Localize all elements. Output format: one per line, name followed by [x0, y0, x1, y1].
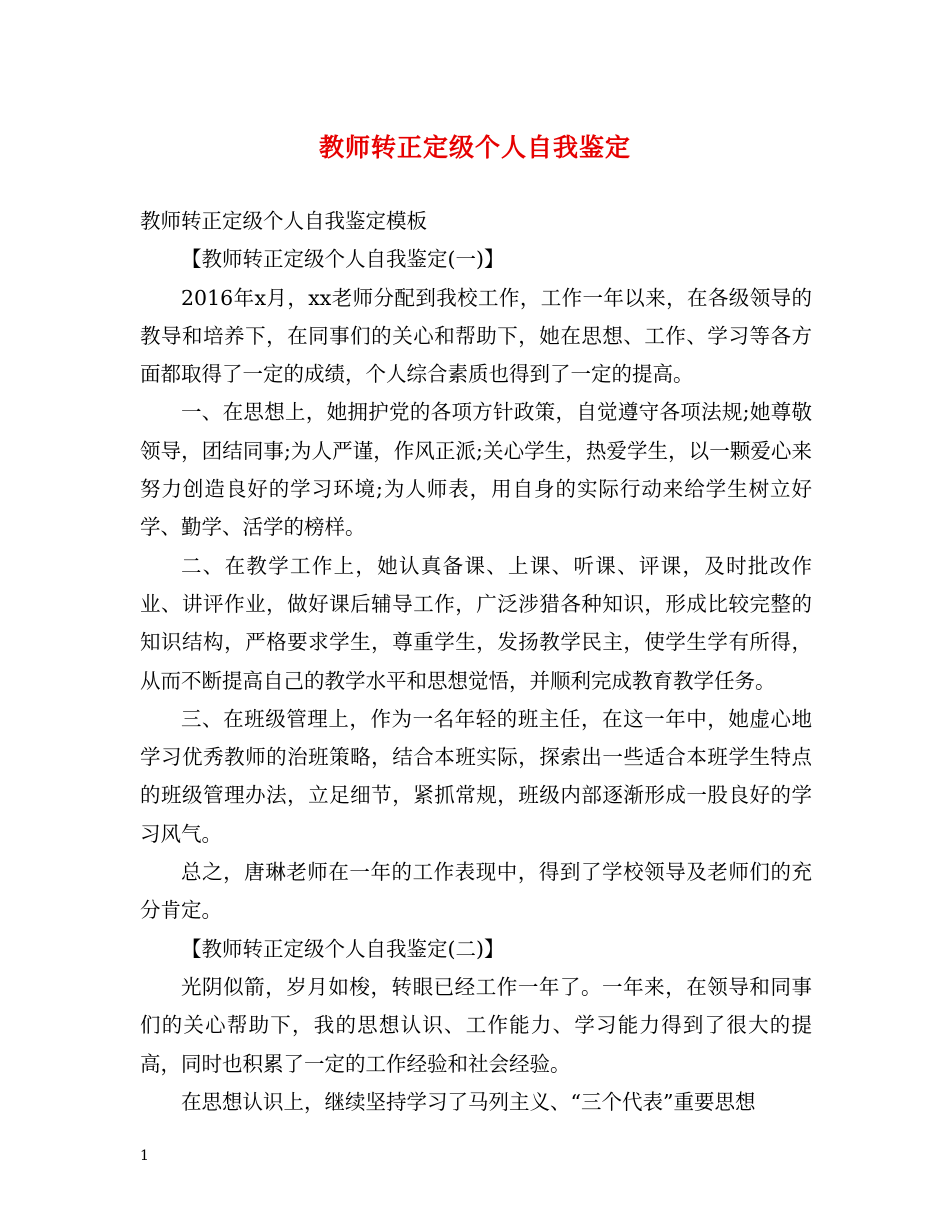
- section-heading-2: 【教师转正定级个人自我鉴定(二)】: [181, 936, 505, 961]
- document-body: [140, 202, 812, 1121]
- page-number: 1: [140, 1148, 149, 1164]
- document-title: 教师转正定级个人自我鉴定: [318, 133, 631, 162]
- paragraph-class-management: 三、在班级管理上，作为一名年轻的班主任，在这一年中，她虚心地学习优秀教师的治班策略，结合本班实际，探索出一些适合本班学生特点的班级管理办法，立足细节，紧抓常规，班级内部逐渐形成一股良好的学习风气。: [140, 706, 812, 846]
- paragraph-thought: 一、在思想上，她拥护党的各项方针政策，自觉遵守各项法规;她尊敬领导，团结同事;为人严谨，作风正派;关心学生，热爱学生，以一颗爱心来努力创造良好的学习环境;为人师表，用自身的实际行动来给学生树立好学、勤学、活学的榜样。: [140, 400, 812, 540]
- paragraph-subtitle: 教师转正定级个人自我鉴定模板: [140, 209, 427, 233]
- section-heading-1: 【教师转正定级个人自我鉴定(一)】: [181, 247, 505, 272]
- paragraph-ideology: 在思想认识上，继续坚持学习了马列主义、“三个代表”重要思想: [181, 1089, 756, 1114]
- paragraph-teaching: 二、在教学工作上，她认真备课、上课、听课、评课，及时批改作业、讲评作业，做好课后辅导工作，广泛涉猎各种知识，形成比较完整的知识结构，严格要求学生，尊重学生，发扬教学民主，使学生学有所得，从而不断提高自己的教学水平和思想觉悟，并顺利完成教育教学任务。: [140, 553, 812, 693]
- paragraph-summary: 总之，唐琳老师在一年的工作表现中，得到了学校领导及老师们的充分肯定。: [140, 860, 812, 923]
- paragraph-intro: 2016年x月，xx老师分配到我校工作，工作一年以来，在各级领导的教导和培养下，在同事们的关心和帮助下，她在思想、工作、学习等各方面都取得了一定的成绩，个人综合素质也得到了一定的提高。: [140, 285, 812, 387]
- paragraph-time: 光阴似箭，岁月如梭，转眼已经工作一年了。一年来，在领导和同事们的关心帮助下，我的思想认识、工作能力、学习能力得到了很大的提高，同时也积累了一定的工作经验和社会经验。: [140, 974, 812, 1076]
